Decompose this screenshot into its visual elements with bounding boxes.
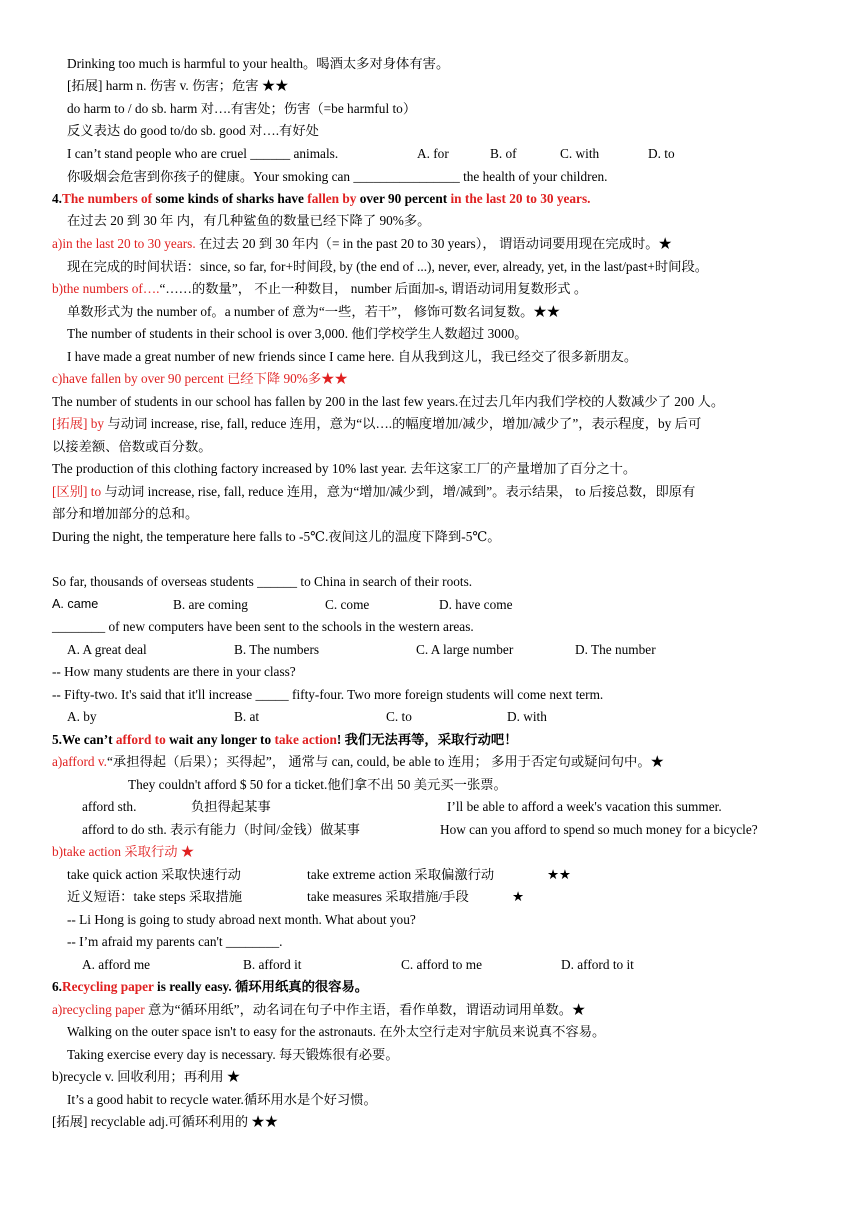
text-line (52, 753, 664, 770)
heading-highlight: Recycling paper (61, 979, 154, 994)
point-text: “承担得起（后果）；买得起”， 通常与 can, could, be able to 连用； 多用于否定句或疑问句中。★ (107, 754, 664, 769)
text-line: ★★ (547, 867, 571, 882)
section-heading-6 (52, 978, 368, 995)
question-stem: So far, thousands of overseas students ______ to China in search of their roots. (52, 574, 473, 589)
option-a: A. by (67, 709, 97, 724)
section-heading-5 (52, 731, 518, 748)
text-line: It’s a good habit to recycle water.循环用水是个好习惯。 (67, 1092, 377, 1107)
heading-highlight: afford to (115, 732, 166, 747)
text-line (52, 280, 587, 297)
text-line: b)recycle v. 回收利用；再利用 ★ (52, 1069, 241, 1084)
text-line (52, 415, 701, 432)
text-line: The number of students in our school has fallen by 200 in the last few years.在过去几年内我们学校的人数减少了 200 人。 (52, 394, 725, 409)
text-line: 单数形式为 the number of。a number of 意为“一些，若干”， 修饰可数名词复数。★★ (67, 304, 561, 319)
option-c: C. A large number (416, 642, 514, 657)
text-line (52, 483, 695, 500)
text-line: They couldn't afford $ 50 for a ticket.他们拿不出 50 美元买一张票。 (128, 777, 507, 792)
question-stem: -- Fifty-two. It's said that it'll increase _____ fifty-four. Two more foreign students will come next term. (52, 687, 604, 702)
point-label: [区别] to (52, 484, 102, 499)
point-text: 意为“循环用纸”，动名词在句子中作主语，看作单数，谓语动词用单数。★ (144, 1002, 586, 1017)
text-line: afford to do sth. 表示有能力（时间/金钱）做某事 (82, 822, 360, 837)
option-b: B. are coming (173, 597, 248, 612)
heading-highlight: take action (274, 732, 337, 747)
question-stem: -- I’m afraid my parents can't ________. (67, 934, 283, 949)
text-line: 负担得起某事 (191, 799, 271, 814)
heading-highlight: The numbers of (61, 191, 153, 206)
option-a: A. afford me (82, 957, 151, 972)
text-line: [拓展] recyclable adj.可循环利用的 ★★ (52, 1114, 278, 1129)
option-a: A. for (417, 146, 449, 161)
text-line (52, 235, 672, 252)
question-stem: ________ of new computers have been sent to the schools in the western areas. (52, 619, 474, 634)
text-line: Taking exercise every day is necessary. 每天锻炼很有必要。 (67, 1047, 399, 1062)
text-line: Walking on the outer space isn't to easy for the astronauts. 在外太空行走对宇航员来说真不容易。 (67, 1024, 606, 1039)
option-b: B. of (490, 146, 517, 161)
section-heading-4 (52, 190, 590, 207)
heading-text: some kinds of sharks have (152, 191, 308, 206)
point-text: 在过去 20 到 30 年内（= in the past 20 to 30 years）， 谓语动词要用现在完成时。★ (195, 236, 672, 251)
text-line: 在过去 20 到 30 年 内，有几种鲨鱼的数量已经下降了 90%多。 (67, 213, 431, 228)
text-line: The production of this clothing factory increased by 10% last year. 去年这家工厂的产量增加了百分之十。 (52, 461, 637, 476)
option-d: D. have come (439, 597, 513, 612)
text-line (52, 1001, 585, 1018)
text-line: 近义短语：take steps 采取措施 (67, 889, 243, 904)
text-line: 以接差额、倍数或百分数。 (52, 439, 212, 454)
point-label: a)afford v. (52, 754, 108, 769)
text-line: take extreme action 采取偏激行动 (307, 867, 495, 882)
option-d: D. afford to it (561, 957, 634, 972)
text-line: do harm to / do sb. harm 对….有害处；伤害（=be harmful to） (67, 101, 417, 116)
point-text: 与动词 increase, rise, fall, reduce 连用，意为“增加/减少到，增/减到”。表示结果， to 后接总数，即原有 (101, 484, 696, 499)
text-line: I have made a great number of new friends since I came here. 自从我到这儿，我已经交了很多新朋友。 (67, 349, 638, 364)
text-line: afford sth. (82, 799, 137, 814)
point-text: “……的数量”， 不止一种数目， number 后面加-s, 谓语动词用复数形式 。 (159, 281, 588, 296)
text-line: 部分和增加部分的总和。 (52, 506, 199, 521)
heading-text: 5.We can’t (52, 732, 116, 747)
point-label: a)in the last 20 to 30 years. (52, 236, 196, 251)
text-line: 反义表达 do good to/do sb. good 对….有好处 (67, 123, 319, 138)
option-c: C. afford to me (401, 957, 482, 972)
heading-text: over 90 percent (356, 191, 451, 206)
heading-highlight: fallen by (307, 191, 357, 206)
option-a: A. came (52, 597, 99, 611)
text-line: How can you afford to spend so much money for a bicycle? (440, 822, 758, 837)
question-stem: -- Li Hong is going to study abroad next month. What about you? (67, 912, 416, 927)
text-line: 现在完成的时间状语：since, so far, for+时间段, by (the end of ...), never, ever, already, yet, in the last/past+时间段。 (67, 259, 709, 274)
option-d: D. with (507, 709, 547, 724)
point-label: c)have fallen by over 90 percent 已经下降 90%多★★ (52, 371, 348, 386)
question-stem: -- How many students are there in your class? (52, 664, 296, 679)
point-text: 与动词 increase, rise, fall, reduce 连用，意为“以….的幅度增加/减少，增加/减少了”，表示程度，by 后可 (104, 416, 702, 431)
text-line: [拓展] harm n. 伤害 v. 伤害；危害 ★★ (67, 78, 289, 93)
heading-text: wait any longer to (165, 732, 275, 747)
point-label: a)recycling paper (52, 1002, 145, 1017)
text-line: take measures 采取措施/手段 (307, 889, 469, 904)
option-a: A. A great deal (67, 642, 147, 657)
text-line: ★ (512, 889, 524, 904)
point-label: [拓展] by (52, 416, 105, 431)
option-d: D. to (648, 146, 675, 161)
option-b: B. at (234, 709, 260, 724)
option-b: B. afford it (243, 957, 302, 972)
text-line: Drinking too much is harmful to your health。喝酒太多对身体有害。 (67, 56, 450, 71)
heading-text: ! 我们无法再等，采取行动吧！ (336, 732, 518, 747)
option-b: B. The numbers (234, 642, 320, 657)
text-line: 你吸烟会危害到你孩子的健康。Your smoking can ________________ the health of your children. (67, 169, 608, 184)
point-label: b)take action 采取行动 ★ (52, 844, 195, 859)
text-line: I’ll be able to afford a week's vacation this summer. (447, 799, 722, 814)
text-line: During the night, the temperature here falls to -5℃.夜间这儿的温度下降到-5℃。 (52, 529, 501, 544)
option-c: C. with (560, 146, 600, 161)
text-line: take quick action 采取快速行动 (67, 867, 241, 882)
option-d: D. The number (575, 642, 656, 657)
heading-text: is really easy. 循环用纸真的很容易。 (153, 979, 369, 994)
question-stem: I can’t stand people who are cruel ______ animals. (67, 146, 339, 161)
heading-highlight: in the last 20 to 30 years. (450, 191, 591, 206)
text-line: The number of students in their school is over 3,000. 他们学校学生人数超过 3000。 (67, 326, 528, 341)
heading-number: 4. (52, 191, 62, 206)
option-c: C. come (325, 597, 370, 612)
point-label: b)the numbers of…. (52, 281, 160, 296)
option-c: C. to (386, 709, 412, 724)
heading-number: 6. (52, 979, 62, 994)
